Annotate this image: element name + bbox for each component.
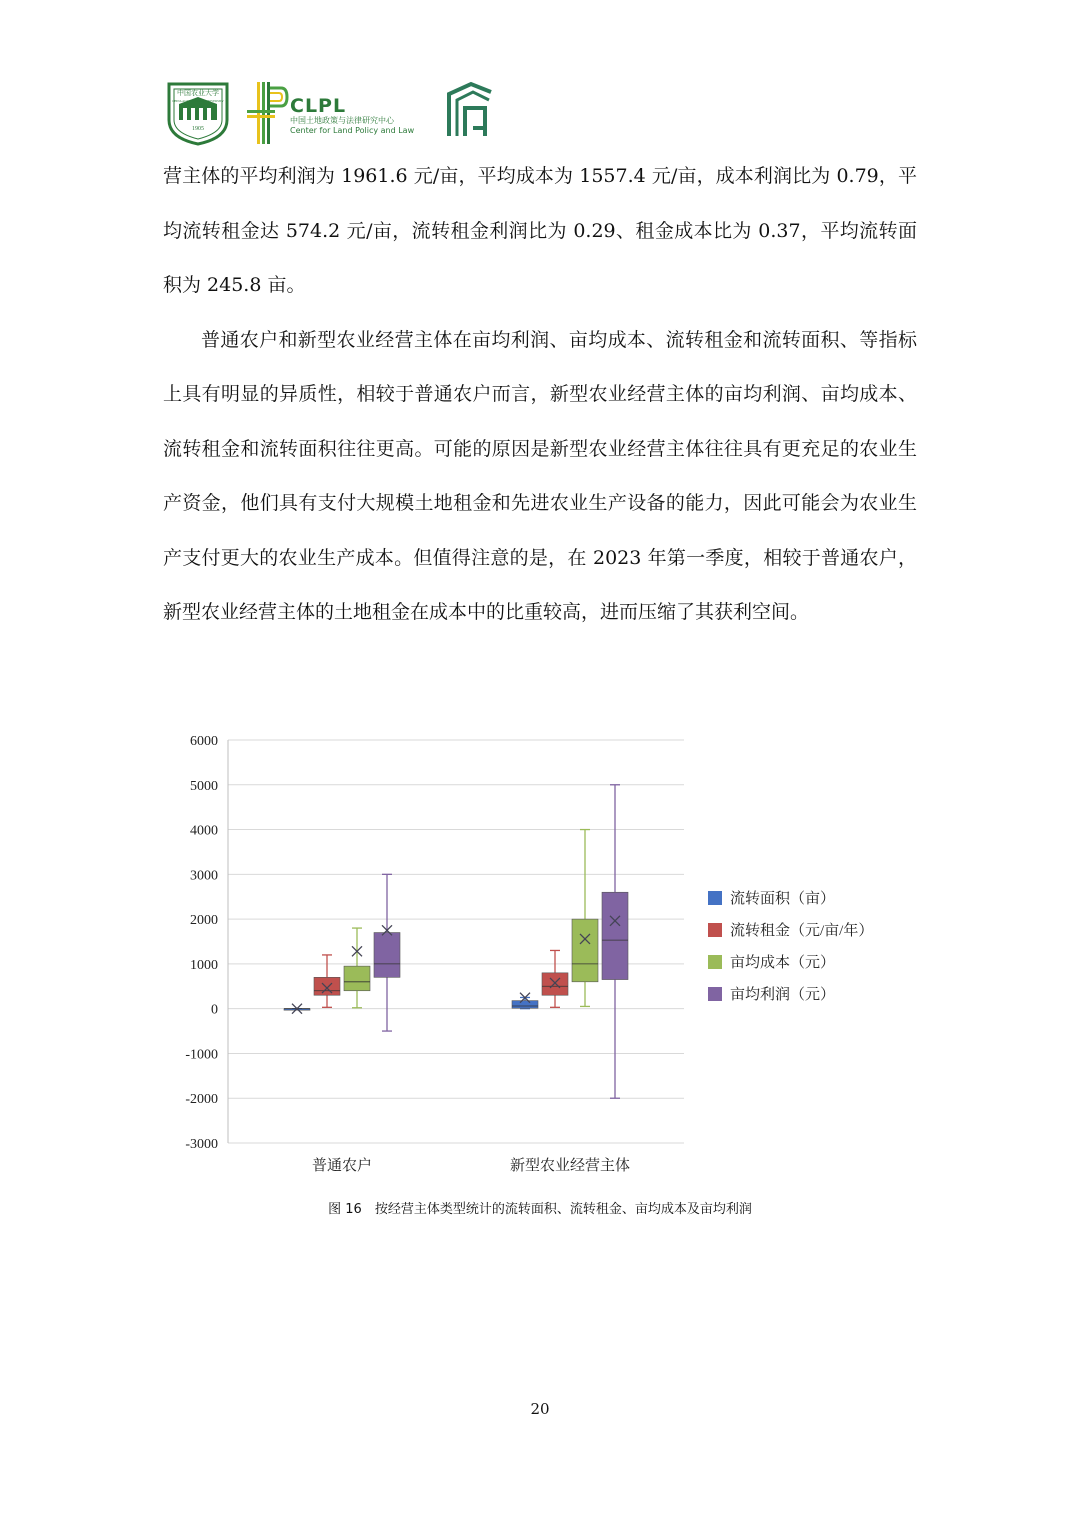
y-tick-label: 4000 <box>190 823 218 839</box>
body-text <box>163 149 917 640</box>
legend-label: 亩均成本（元） <box>730 955 836 971</box>
seal-sub-text: CHINA AGRICULTURAL UNIVERSITY <box>172 99 224 103</box>
y-tick-label: 2000 <box>190 913 218 929</box>
y-tick-label: -2000 <box>185 1092 218 1108</box>
legend-label: 流转租金（元/亩/年） <box>730 923 874 939</box>
legend-label: 流转面积（亩） <box>730 891 836 907</box>
box <box>602 892 628 979</box>
x-category-label: 新型农业经营主体 <box>509 1158 631 1174</box>
seal-text: 中国农业大学 <box>177 89 219 97</box>
y-tick-label: -3000 <box>185 1137 218 1152</box>
y-tick-label: 6000 <box>190 734 218 749</box>
paragraph-heterogeneity: 普通农户和新型农业经营主体在亩均利润、亩均成本、流转租金和流转面积、等指标上具有明显的异质性，相较于普通农户而言，新型农业经营主体的亩均利润、亩均成本、流转租金和流转面积往往更高。可能的原因是新型农业经营主体往往具有更充足的农业生产资金，他们具有支付大规模土地租金和先进农业生产设备的能力，因此可能会为农业生产支付更大的农业生产成本。但值得注意的是，在 2023 年第一季度，相较于普通农户，新型农业经营主体的土地租金在成本中的比重较高，进而压缩了其获利空间。 <box>163 328 917 623</box>
figure-caption: 图 16 按经营主体类型统计的流转面积、流转租金、亩均成本及亩均利润 <box>328 1202 752 1217</box>
legend-swatch <box>708 891 722 905</box>
boxplot-figure <box>160 725 920 1185</box>
y-tick-label: -1000 <box>185 1047 218 1063</box>
box <box>572 919 598 982</box>
university-seal-logo <box>163 80 233 146</box>
clpl-en-name: Center for Land Policy and Law <box>290 126 415 135</box>
legend-swatch <box>708 987 722 1001</box>
clpl-wordmark <box>290 96 414 136</box>
y-tick-label: 0 <box>211 1002 218 1018</box>
clpl-mark-logo <box>247 80 289 146</box>
institute-emblem-logo <box>445 80 495 138</box>
clpl-title: CLPL <box>290 95 347 117</box>
legend-swatch <box>708 923 722 937</box>
paragraph-continued: 营主体的平均利润为 1961.6 元/亩，平均成本为 1557.4 元/亩，成本利润比为 0.79，平均流转租金达 574.2 元/亩，流转租金利润比为 0.29、租金成本比为 0.37，平均流转面积为 245.8 亩。 <box>163 165 917 296</box>
legend-label: 亩均利润（元） <box>730 987 836 1003</box>
box <box>344 966 370 991</box>
page-number: 20 <box>530 1400 550 1418</box>
clpl-cn-name: 中国土地政策与法律研究中心 <box>290 116 394 125</box>
box <box>374 933 400 978</box>
y-tick-label: 1000 <box>190 957 218 973</box>
box <box>512 1001 538 1009</box>
boxplot-chart <box>160 725 920 1185</box>
x-category-label: 普通农户 <box>311 1158 373 1174</box>
y-tick-label: 3000 <box>190 868 218 884</box>
y-tick-label: 5000 <box>190 778 218 794</box>
box <box>542 973 568 995</box>
box <box>314 977 340 995</box>
legend-swatch <box>708 955 722 969</box>
seal-year: 1905 <box>192 126 204 132</box>
